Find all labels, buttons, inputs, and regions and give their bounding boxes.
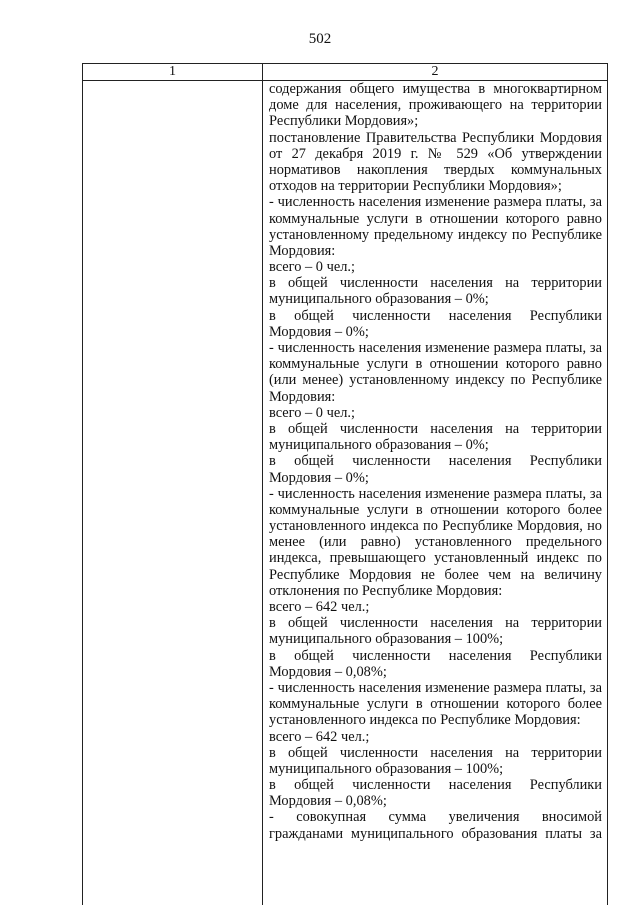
text-line: установленного индекса по Республике Мордовия, но bbox=[269, 518, 602, 535]
text-line: отклонения по Республике Мордовия: bbox=[269, 582, 503, 599]
text-line: муниципального образования – 100%; bbox=[269, 631, 504, 648]
text-line: коммунальные услуги в отношении которого более bbox=[269, 696, 602, 713]
text-line: муниципального образования – 100%; bbox=[269, 760, 504, 777]
table-header-row bbox=[83, 64, 607, 81]
document-table bbox=[82, 63, 608, 905]
page-number: 502 bbox=[308, 31, 332, 47]
text-line: установленного индекса по Республике Мордовия: bbox=[269, 712, 581, 729]
column-2-header: 2 bbox=[431, 64, 439, 79]
text-line: в общей численности населения Республики bbox=[269, 647, 602, 664]
text-line: Мордовия – 0%; bbox=[269, 469, 369, 486]
text-line: - численность населения изменение размера платы, за bbox=[269, 679, 602, 696]
text-line: Республике Мордовия не более чем на величину bbox=[269, 566, 602, 583]
text-line: менее (или равно) установленного предельного bbox=[269, 534, 602, 551]
text-line: постановление Правительства Республики Мордовия bbox=[269, 129, 602, 146]
text-line: Мордовия – 0,08%; bbox=[269, 663, 387, 680]
text-line: содержания общего имущества в многоквартирном bbox=[269, 81, 602, 97]
column-divider bbox=[262, 64, 263, 905]
text-line: Мордовия: bbox=[269, 388, 336, 405]
text-line: в общей численности населения на территории bbox=[269, 615, 602, 632]
text-line: всего – 642 чел.; bbox=[269, 728, 370, 745]
text-line: (или менее) установленному индексу по Республике bbox=[269, 372, 602, 389]
text-line: гражданами муниципального образования платы за bbox=[269, 825, 602, 842]
text-line: установленному предельному индексу по Республике bbox=[269, 226, 602, 243]
text-line: от 27 декабря 2019 г. № 529 «Об утверждении bbox=[269, 145, 602, 162]
text-line: в общей численности населения Республики bbox=[269, 777, 602, 794]
text-line: всего – 0 чел.; bbox=[269, 404, 355, 421]
text-line: отходов на территории Республики Мордовия»; bbox=[269, 178, 562, 195]
text-line: Мордовия – 0%; bbox=[269, 323, 369, 340]
text-line: в общей численности населения Республики bbox=[269, 307, 602, 324]
column-2-cell-text bbox=[269, 81, 602, 842]
text-line: - совокупная сумма увеличения вносимой bbox=[269, 809, 602, 826]
text-line: нормативов накопления твердых коммунальных bbox=[269, 161, 602, 178]
text-line: Республики Мордовия»; bbox=[269, 113, 419, 130]
text-line: в общей численности населения на территории bbox=[269, 744, 602, 761]
text-line: всего – 0 чел.; bbox=[269, 259, 355, 276]
text-line: в общей численности населения Республики bbox=[269, 453, 602, 470]
text-line: коммунальные услуги в отношении которого более bbox=[269, 501, 602, 518]
text-line: муниципального образования – 0%; bbox=[269, 291, 489, 308]
column-1-header: 1 bbox=[169, 64, 176, 79]
text-line: - численность населения изменение размера платы, за bbox=[269, 485, 602, 502]
text-line: Мордовия: bbox=[269, 242, 336, 259]
text-line: всего – 642 чел.; bbox=[269, 599, 370, 615]
text-line: коммунальные услуги в отношении которого равно bbox=[269, 356, 602, 373]
text-line: - численность населения изменение размера платы, за bbox=[269, 194, 602, 211]
text-line: муниципального образования – 0%; bbox=[269, 437, 489, 454]
text-line: доме для населения, проживающего на территории bbox=[269, 97, 602, 114]
text-line: Мордовия – 0,08%; bbox=[269, 793, 387, 810]
text-line: индекса, превышающего установленный индекс по bbox=[269, 550, 602, 567]
text-line: в общей численности населения на территории bbox=[269, 275, 602, 292]
text-line: в общей численности населения на территории bbox=[269, 420, 602, 437]
text-line: коммунальные услуги в отношении которого равно bbox=[269, 210, 602, 227]
text-line: - численность населения изменение размера платы, за bbox=[269, 340, 602, 356]
